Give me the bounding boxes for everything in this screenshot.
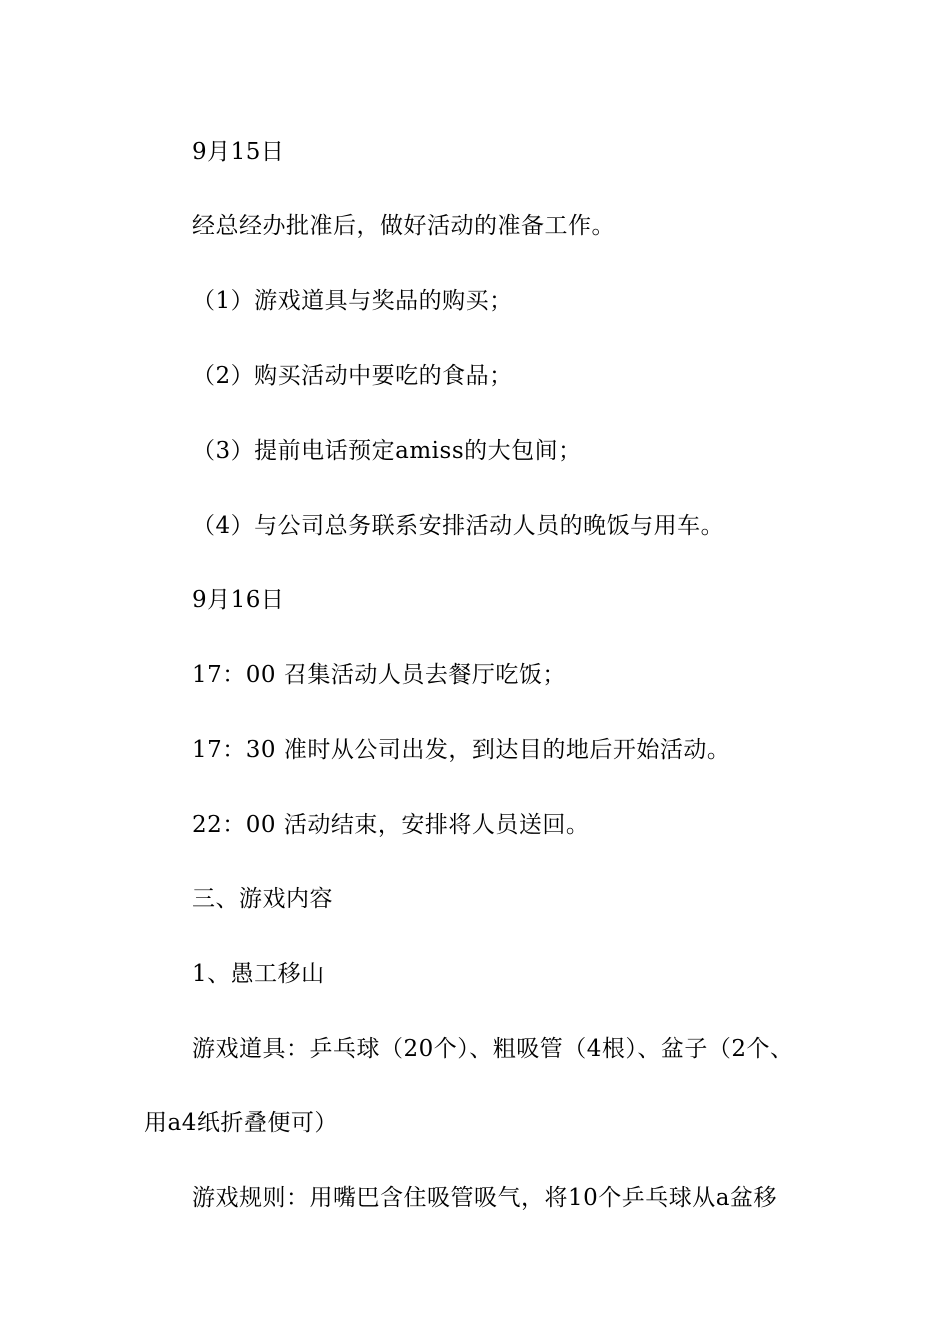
schedule-1700: 17：00 召集活动人员去餐厅吃饭； (192, 662, 566, 688)
section-heading-games: 三、游戏内容 (192, 886, 333, 912)
game-props: 游戏道具：乒乓球（20个）、粗吸管（4根）、盆子（2个、 (192, 1036, 794, 1062)
list-item-4: （4）与公司总务联系安排活动人员的晚饭与用车。 (192, 513, 725, 539)
schedule-2200: 22：00 活动结束，安排将人员送回。 (192, 812, 590, 838)
list-item-1: （1）游戏道具与奖品的购买； (192, 288, 513, 314)
date-sept-16: 9月16日 (192, 587, 285, 613)
schedule-1730: 17：30 准时从公司出发，到达目的地后开始活动。 (192, 737, 731, 763)
list-item-3: （3）提前电话预定amiss的大包间； (192, 438, 582, 464)
paragraph-approval: 经总经办批准后，做好活动的准备工作。 (192, 213, 615, 239)
game-title-1: 1、愚工移山 (192, 961, 325, 987)
date-sept-15: 9月15日 (192, 139, 285, 165)
game-props-continued: 用a4纸折叠便可） (144, 1110, 338, 1136)
game-rules: 游戏规则：用嘴巴含住吸管吸气，将10个乒乓球从a盆移 (192, 1185, 777, 1211)
list-item-2: （2）购买活动中要吃的食品； (192, 363, 513, 389)
